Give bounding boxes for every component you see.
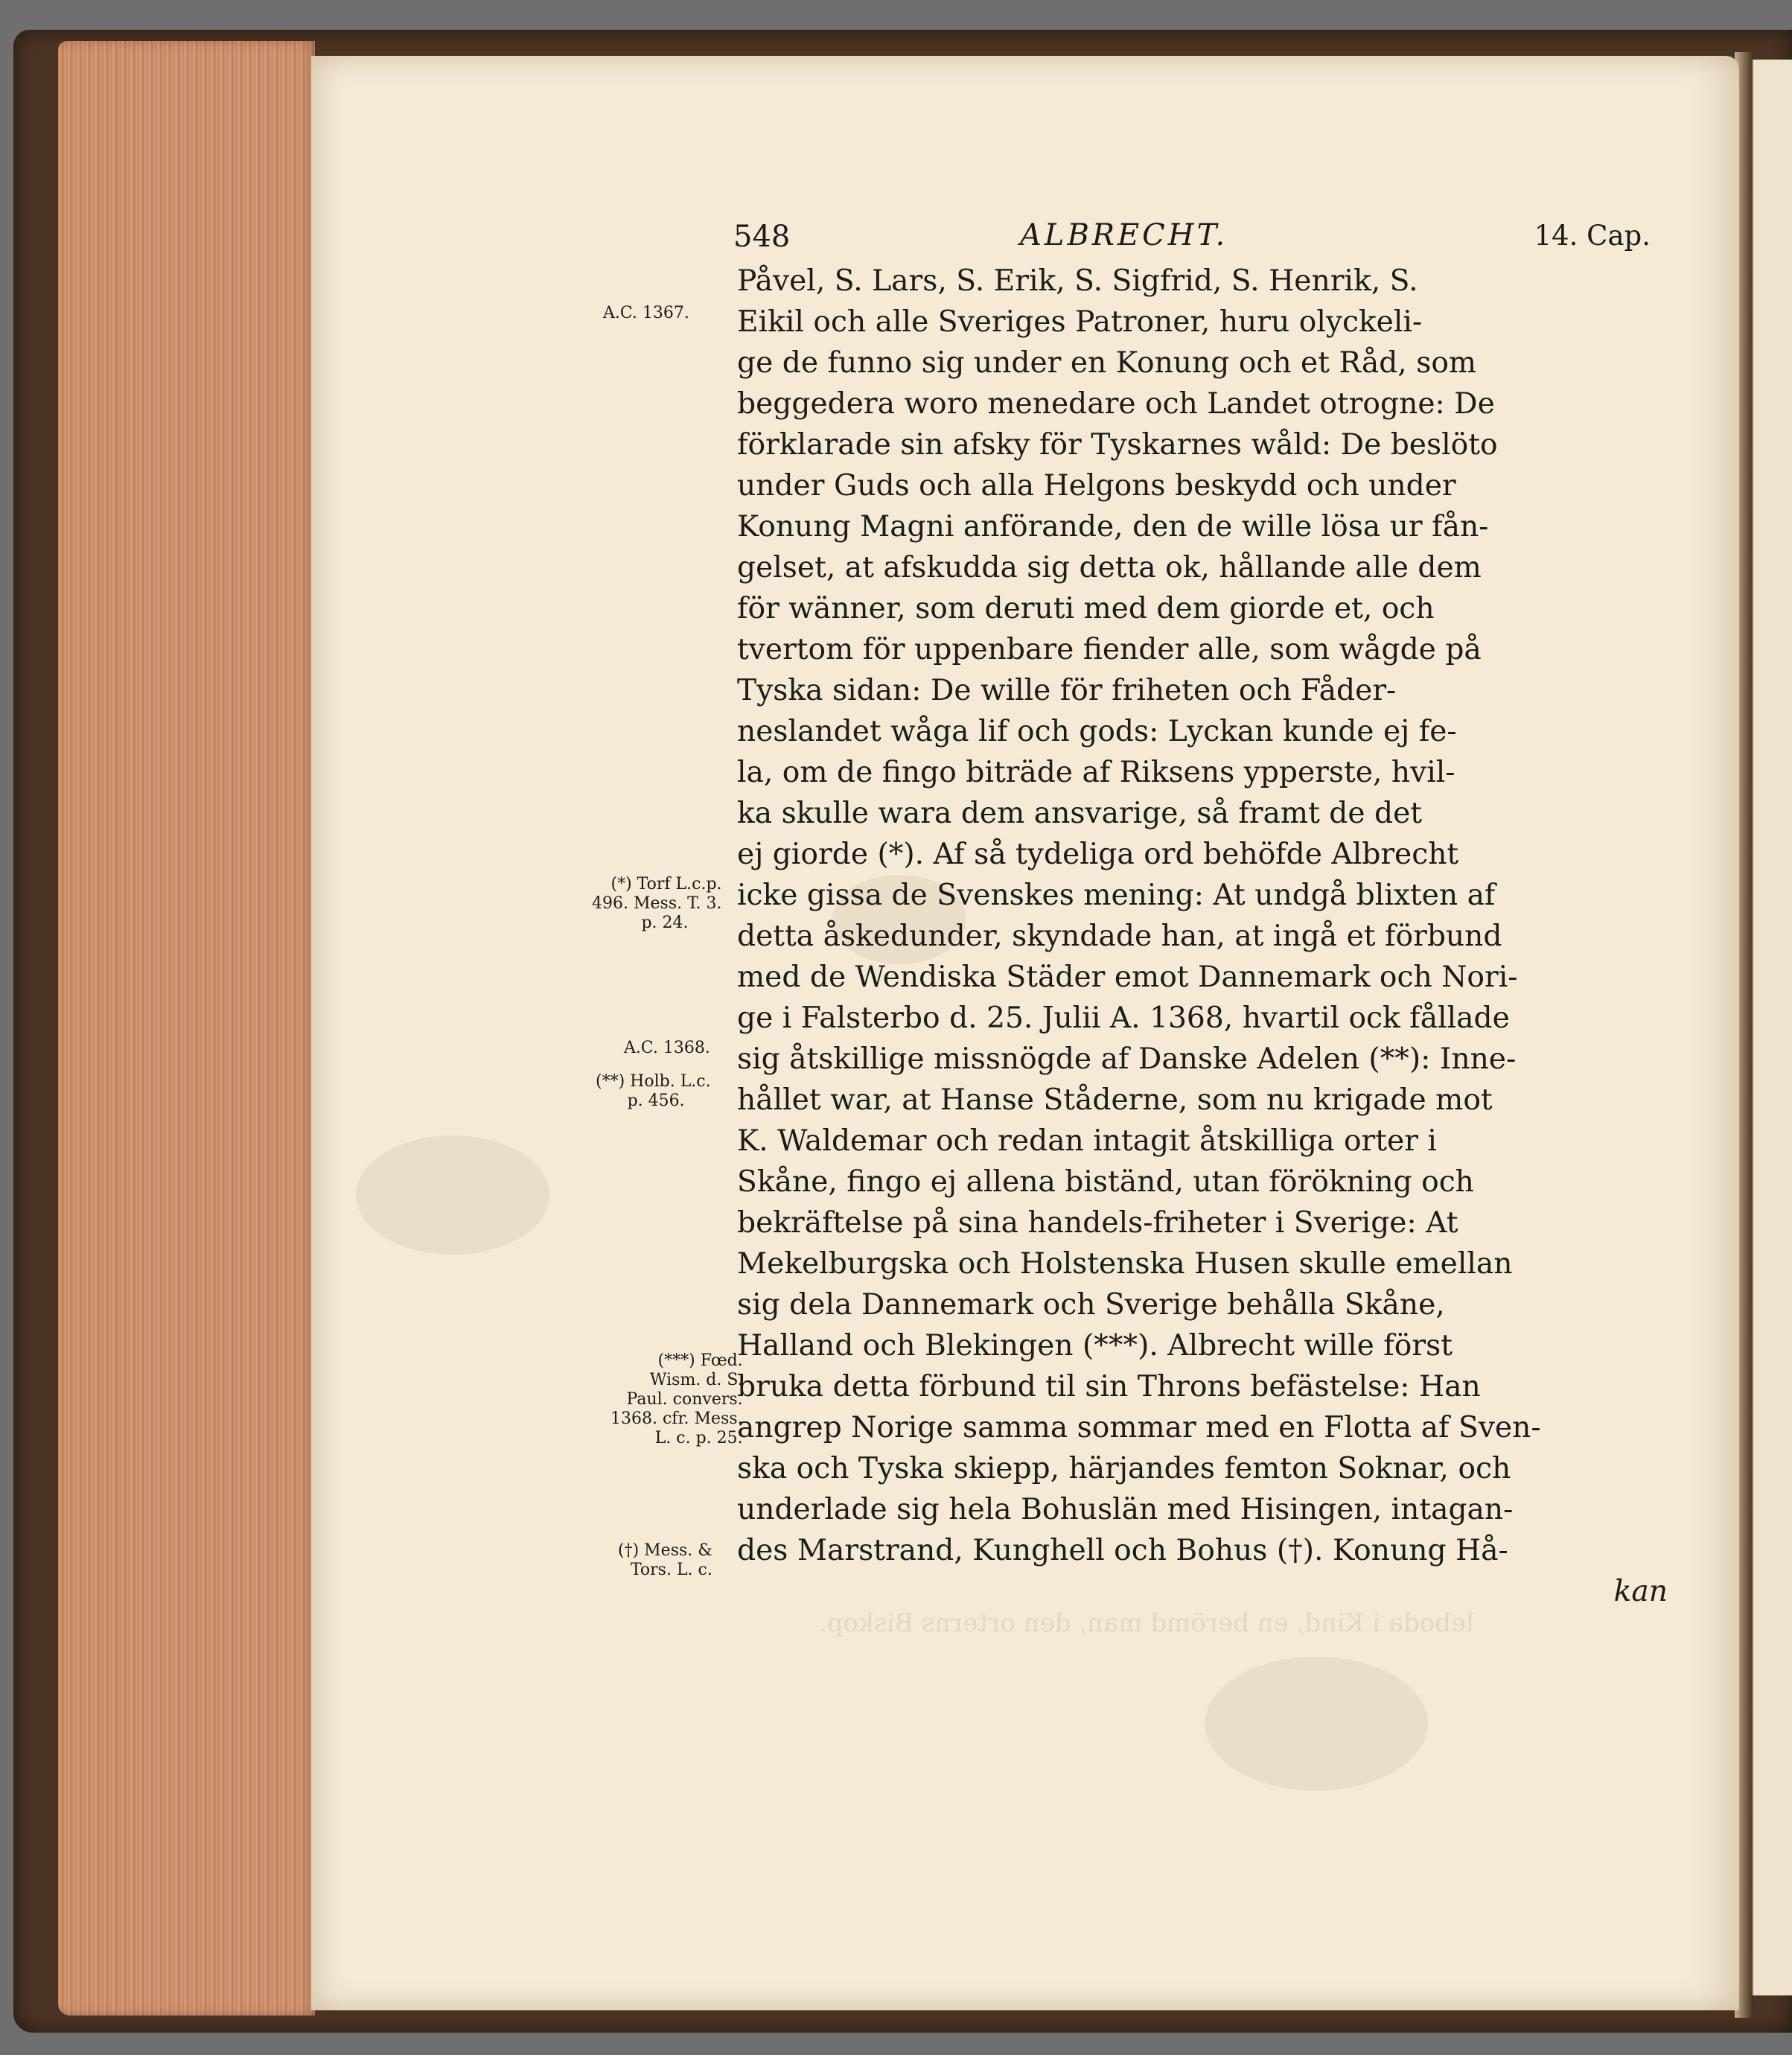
- body-text: [737, 261, 1675, 1612]
- text-line: tvertom för uppenbare fiender alle, som wågde på: [737, 633, 1482, 666]
- text-line: Konung Magni anförande, den de wille lösa ur fån-: [737, 510, 1489, 544]
- text-line: Skåne, fingo ej allena biständ, utan förökning och: [737, 1165, 1474, 1199]
- running-title: ALBRECHT.: [1020, 218, 1228, 252]
- bleed-through-text: leboda i Kind, en berömd man, den orterns Biskop.: [819, 1608, 1475, 1638]
- page-edges: [58, 41, 315, 2016]
- text-line: kan: [1613, 1575, 1668, 1608]
- text-line: K. Waldemar och redan intagit åtskilliga orter i: [737, 1124, 1437, 1158]
- text-line: underlade sig hela Bohuslän med Hisingen, intagan-: [737, 1493, 1514, 1526]
- text-line: ska och Tyska skiepp, härjandes femton Soknar, och: [737, 1452, 1511, 1485]
- margin-note-year-1367: A.C. 1367.: [603, 304, 689, 322]
- text-line: icke gissa de Svenskes mening: At undgå blixten af: [737, 879, 1496, 912]
- text-line: Tyska sidan: De wille för friheten och Fåder-: [737, 674, 1397, 707]
- page-number: 548: [733, 220, 791, 254]
- margin-note-torf: (*) Torf L.c.p. 496. Mess. T. 3. p. 24.: [592, 875, 722, 932]
- text-line: förklarade sin afsky för Tyskarnes wåld: De beslöto: [737, 428, 1498, 462]
- text-line: beggedera woro menedare och Landet otrogne: De: [737, 387, 1495, 421]
- text-line: hållet war, at Hanse Ståderne, som nu krigade mot: [737, 1083, 1493, 1117]
- text-line: med de Wendiska Städer emot Dannemark och Nori-: [737, 960, 1518, 994]
- margin-note-foed: (***) Fœd. Wism. d. S. Paul. convers. 1368. cfr. Mess. L. c. p. 25.: [610, 1351, 743, 1447]
- text-line: Påvel, S. Lars, S. Erik, S. Sigfrid, S. Henrik, S.: [737, 264, 1418, 298]
- text-line: bruka detta förbund til sin Throns befästelse: Han: [737, 1370, 1481, 1404]
- text-line: sig åtskillige missnögde af Danske Adelen (**): Inne-: [737, 1042, 1517, 1076]
- text-line: ej giorde (*). Af så tydeliga ord behöfde Albrecht: [737, 838, 1459, 871]
- text-line: neslandet wåga lif och gods: Lyckan kunde ej fe-: [737, 715, 1457, 748]
- text-line: ge i Falsterbo d. 25. Julii A. 1368, hvartil ock fållade: [737, 1001, 1510, 1035]
- text-line: ka skulle wara dem ansvarige, så framt de det: [737, 797, 1423, 830]
- text-line: sig dela Dannemark och Sverige behålla Skåne,: [737, 1288, 1445, 1322]
- text-line: Eikil och alle Sveriges Patroner, huru olyckeli-: [737, 305, 1423, 339]
- text-line: gelset, at afskudda sig detta ok, hållande alle dem: [737, 551, 1482, 584]
- text-line: detta åskedunder, skyndade han, at ingå et förbund: [737, 920, 1502, 953]
- margin-note-year-1368: A.C. 1368.: [624, 1039, 710, 1057]
- margin-note-mess-torf: (†) Mess. & Tors. L. c.: [618, 1541, 712, 1579]
- text-line: Halland och Blekingen (***). Albrecht wille först: [737, 1329, 1453, 1363]
- text-line: Mekelburgska och Holstenska Husen skulle emellan: [737, 1247, 1513, 1281]
- text-line: för wänner, som deruti med dem giorde et, och: [737, 592, 1435, 625]
- margin-note-holb: (**) Holb. L.c. p. 456.: [596, 1072, 711, 1110]
- text-line: des Marstrand, Kunghell och Bohus (†). Konung Hå-: [737, 1534, 1508, 1567]
- text-line: under Guds och alla Helgons beskydd och under: [737, 469, 1456, 503]
- facing-page-edge: [1752, 60, 1792, 1995]
- text-line: ge de funno sig under en Konung och et Råd, som: [737, 346, 1477, 380]
- chapter-label: 14. Cap.: [1534, 220, 1651, 252]
- running-head: [733, 220, 1664, 264]
- text-line: la, om de fingo biträde af Riksens ypperste, hvil-: [737, 756, 1455, 789]
- text-line: angrep Norige samma sommar med en Flotta af Sven-: [737, 1411, 1541, 1444]
- text-line: bekräftelse på sina handels-friheter i Sverige: At: [737, 1206, 1458, 1240]
